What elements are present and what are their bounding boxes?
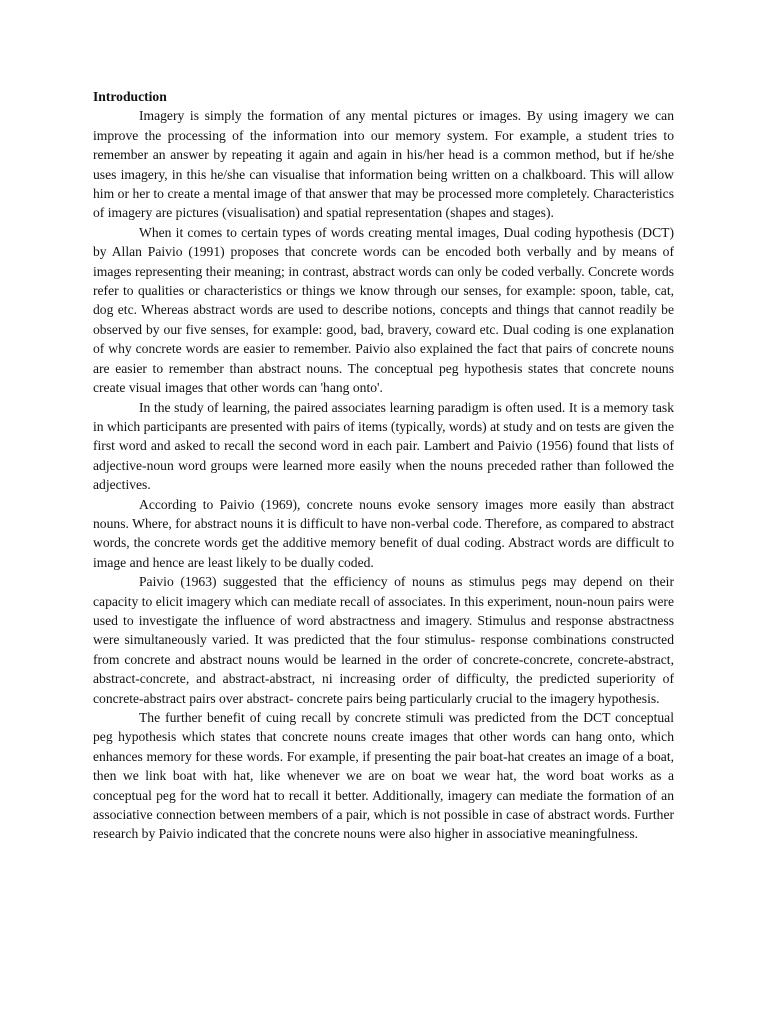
paragraph-paivio-1969: According to Paivio (1969), concrete nouns evoke sensory images more easily than abstract nouns. Where, for abstract nouns it is difficult to have non-verbal code. Therefore, as compared to abstract words, the concrete words get the additive memory benefit of dual coding. Abstract words are difficult to image and hence are least likely to be dually coded.: [93, 496, 674, 570]
paragraph-paivio-1963: Paivio (1963) suggested that the efficiency of nouns as stimulus pegs may depend on their capacity to elicit imagery which can mediate recall of associates. In this experiment, noun-noun pairs were used to investigate the influence of word abstractness and imagery. Stimulus and response abstractness were simultaneously varied. It was predicted that the four stimulus- response combinations constructed from concrete and abstract nouns would be learned in the order of concrete-concrete, concrete-abstract, abstract-concrete, and abstract-abstract, ni increasing order of difficulty, the predicted superiority of concrete-abstract pairs over abstract- concrete pairs being particularly crucial to the imagery hypothesis.: [93, 574, 674, 706]
paragraph-imagery-definition: Imagery is simply the formation of any mental pictures or images. By using imagery we can improve the processing of the information into our memory system. For example, a student tries to remember an answer by repeating it again and again in his/her head is a common method, but if he/she uses imagery, in this he/she can visualise that information being written on a chalkboard. This will allow him or her to create a mental image of that answer that may be processed more completely. Characteristics of imagery are pictures (visualisation) and spatial representation (shapes and stages).: [93, 108, 674, 221]
paragraph-dual-coding: When it comes to certain types of words creating mental images, Dual coding hypothesis (DCT) by Allan Paivio (1991) proposes that concrete words can be encoded both verbally and by means of images representing their meaning; in contrast, abstract words can only be coded verbally. Concrete words refer to qualities or characteristics or things we know through our senses, for example: spoon, table, cat, dog etc. Whereas abstract words are used to describe notions, concepts and things that cannot readily be observed by our five senses, for example: good, bad, bravery, coward etc. Dual coding is one explanation of why concrete words are easier to remember. Paivio also explained the fact that pairs of concrete nouns are easier to remember than abstract nouns. The conceptual peg hypothesis states that concrete nouns create visual images that other words can 'hang onto'.: [93, 224, 674, 396]
section-heading: Introduction: [93, 89, 167, 104]
document-page: [93, 87, 674, 844]
paragraph-conceptual-peg: The further benefit of cuing recall by concrete stimuli was predicted from the DCT conceptual peg hypothesis which states that concrete nouns create images that other words can hang onto, which enhances memory for these words. For example, if presenting the pair boat-hat creates an image of a boat, then we link boat with hat, like whenever we are on boat we wear hat, the word boat works as a conceptual peg for the word hat to recall it better. Additionally, imagery can mediate the formation of an associative connection between members of a pair, which is not possible in case of abstract words. Further research by Paivio indicated that the concrete nouns were also higher in associative meaningfulness.: [93, 710, 674, 842]
paragraph-paired-associates: In the study of learning, the paired associates learning paradigm is often used. It is a memory task in which participants are presented with pairs of items (typically, words) at study and on tests are given the first word and asked to recall the second word in each pair. Lambert and Paivio (1956) found that lists of adjective-noun word groups were learned more easily when the nouns preceded rather than followed the adjectives.: [93, 399, 674, 493]
